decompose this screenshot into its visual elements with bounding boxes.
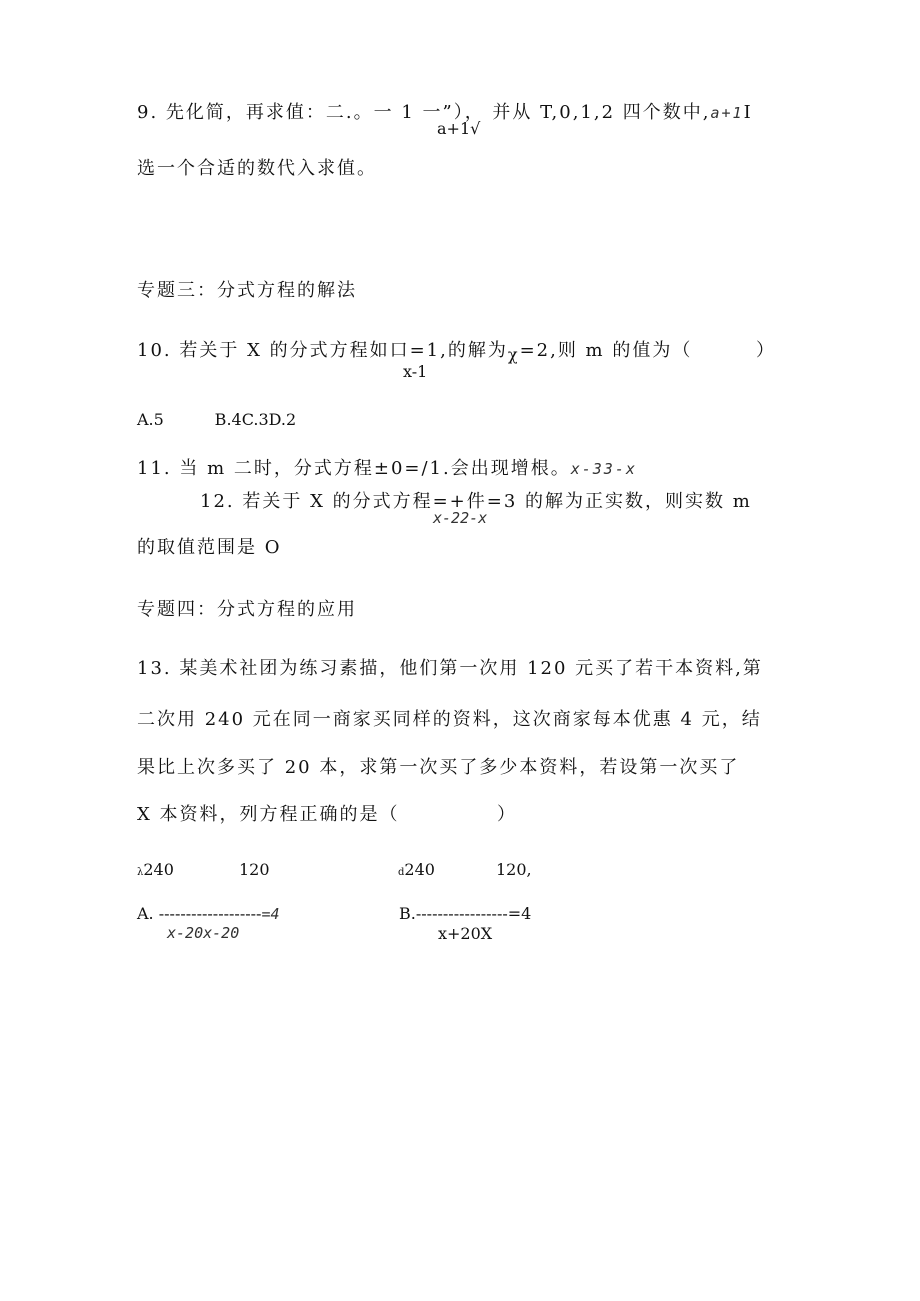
q10-text2: =2,则 m 的值为（ (519, 340, 693, 361)
topic3-title: 专题三：分式方程的解法 (137, 280, 357, 301)
q13-line4: X 本资料，列方程正确的是（ (137, 804, 400, 825)
q11-tail: x-33-x (570, 460, 637, 478)
q13-optB-numerators (398, 862, 435, 878)
q13-optA-numerators (137, 862, 174, 878)
q10-stem (137, 340, 693, 364)
topic4-title: 专题四：分式方程的应用 (137, 599, 357, 620)
q13-close-paren: ） (497, 804, 515, 825)
q13-line2: 二次用 240 元在同一商家买同样的资料，这次商家每本优惠 4 元，结 (137, 709, 762, 730)
q13-optA-eq: =4 (261, 905, 280, 923)
q13-optA-num1: 240 (143, 860, 174, 879)
q13-optA-label: A. ------------------- (137, 904, 262, 923)
q13-optB-denominator: x+20X (438, 924, 493, 943)
q13-optB-label: B.-----------------=4 (399, 904, 532, 923)
q11-text: 11. 当 m 二时，分式方程±0=/1.会出现增根。 (137, 458, 571, 479)
q13-optB-mark: d (398, 867, 405, 878)
q10-chi: χ (507, 345, 520, 364)
q13-optB-num2: 120, (496, 860, 532, 879)
q11-stem (137, 460, 637, 478)
q9-denominator: a+1√ (437, 119, 481, 138)
q10-close-paren: ） (756, 340, 774, 361)
q9-line1-text: 9. 先化简，再求值：二.。一 1 一”）， 并从 T,0,1,2 四个数中, (137, 102, 711, 123)
q9-line1-end: I (743, 102, 753, 123)
q10-text: 10. 若关于 X 的分式方程如口=1,的解为 (137, 340, 508, 361)
q13-optA-line (137, 906, 280, 922)
q13-optB-num1: 240 (404, 860, 435, 879)
q10-denominator: x-1 (403, 362, 428, 381)
q13-line1: 13. 某美术社团为练习素描，他们第一次用 120 元买了若干本资料,第 (137, 658, 763, 679)
q13-optA-num2: 120 (239, 860, 270, 879)
q10-options: A.5 B.4C.3D.2 (137, 410, 297, 429)
q13-optA-mark: λ (137, 867, 144, 878)
q12-line1: 12. 若关于 X 的分式方程=+件=3 的解为正实数，则实数 m (200, 491, 752, 512)
q13-optA-denominator: x-20x-20 (167, 924, 240, 942)
q9-line2: 选一个合适的数代入求值。 (137, 158, 377, 179)
q12-line2: 的取值范围是 O (137, 537, 282, 558)
q13-line3: 果比上次多买了 20 本，求第一次买了多少本资料，若设第一次买了 (137, 757, 740, 778)
q9-line1-italic: a+1 (710, 104, 744, 122)
q12-denominator: x-22-x (433, 509, 488, 527)
